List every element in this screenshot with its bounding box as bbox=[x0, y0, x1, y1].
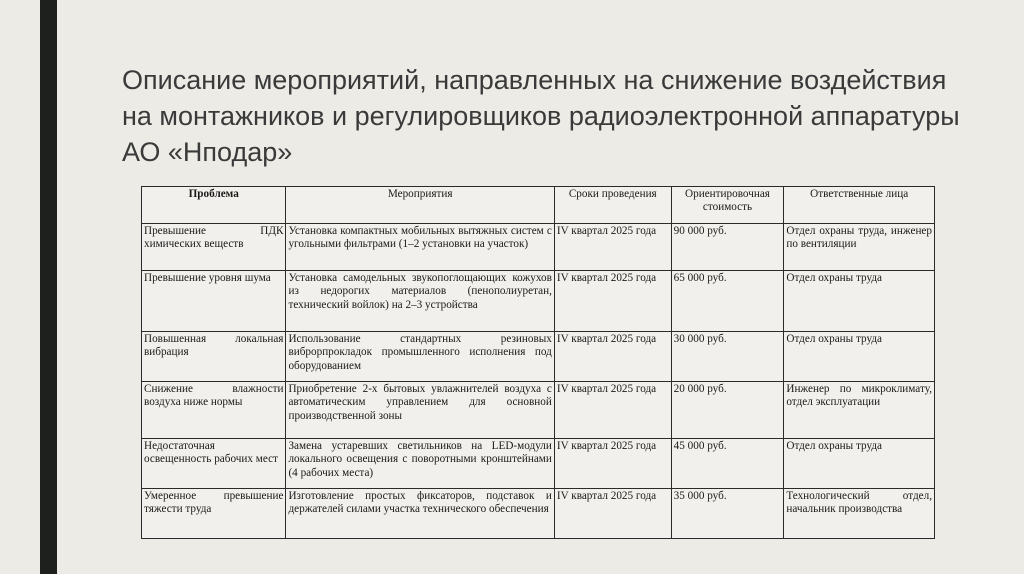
slide-title: Описание мероприятий, направленных на снижение воздействия на монтажников и регулировщиков радиоэлектронной аппаратуры АО «Нподар» bbox=[122, 65, 960, 167]
cell-cost: 20 000 руб. bbox=[671, 382, 784, 439]
header-cost: Ориентировочная стоимость bbox=[671, 187, 784, 224]
cell-dates: IV квартал 2025 года bbox=[554, 382, 671, 439]
cell-measures: Замена устаревших светильников на LED-модули локального освещения с поворотными кронштейнами (4 рабочих места) bbox=[286, 439, 554, 489]
header-measures: Мероприятия bbox=[286, 187, 554, 224]
cell-measures: Использование стандартных резиновых виброрпрокладок промышленного исполнения под оборудованием bbox=[286, 332, 554, 382]
cell-cost: 90 000 руб. bbox=[671, 224, 784, 271]
cell-cost: 35 000 руб. bbox=[671, 489, 784, 539]
table-row bbox=[142, 224, 935, 271]
cell-measures: Приобретение 2-х бытовых увлажнителей воздуха с автоматическим управлением для основной производственной зоны bbox=[286, 382, 554, 439]
cell-problem: Превышение уровня шума bbox=[142, 271, 286, 332]
cell-cost: 65 000 руб. bbox=[671, 271, 784, 332]
cell-measures: Установка компактных мобильных вытяжных систем с угольными фильтрами (1–2 установки на участок) bbox=[286, 224, 554, 271]
table-row bbox=[142, 439, 935, 489]
table-row bbox=[142, 382, 935, 439]
cell-measures: Установка самодельных звукопоглощающих кожухов из недорогих материалов (пенополиуретан, технический войлок) на 2–3 устройства bbox=[286, 271, 554, 332]
cell-problem: Снижение влажности воздуха ниже нормы bbox=[142, 382, 286, 439]
cell-problem: Недостаточная освещенность рабочих мест bbox=[142, 439, 286, 489]
cell-problem: Умеренное превышение тяжести труда bbox=[142, 489, 286, 539]
header-problem: Проблема bbox=[142, 187, 286, 224]
table-row bbox=[142, 332, 935, 382]
cell-responsible: Отдел охраны труда, инженер по вентиляции bbox=[784, 224, 935, 271]
cell-cost: 45 000 руб. bbox=[671, 439, 784, 489]
cell-dates: IV квартал 2025 года bbox=[554, 439, 671, 489]
cell-cost: 30 000 руб. bbox=[671, 332, 784, 382]
measures-table bbox=[141, 186, 935, 539]
cell-responsible: Технологический отдел, начальник производства bbox=[784, 489, 935, 539]
table-row bbox=[142, 271, 935, 332]
cell-responsible: Отдел охраны труда bbox=[784, 271, 935, 332]
cell-problem: Повышенная локальная вибрация bbox=[142, 332, 286, 382]
header-responsible: Ответственные лица bbox=[784, 187, 935, 224]
cell-dates: IV квартал 2025 года bbox=[554, 332, 671, 382]
table-header-row bbox=[142, 187, 935, 224]
cell-problem: Превышение ПДК химических веществ bbox=[142, 224, 286, 271]
cell-responsible: Отдел охраны труда bbox=[784, 439, 935, 489]
decorative-stripe bbox=[40, 0, 57, 574]
cell-responsible: Отдел охраны труда bbox=[784, 332, 935, 382]
cell-dates: IV квартал 2025 года bbox=[554, 271, 671, 332]
cell-dates: IV квартал 2025 года bbox=[554, 489, 671, 539]
cell-responsible: Инженер по микроклимату, отдел эксплуатации bbox=[784, 382, 935, 439]
table-row bbox=[142, 489, 935, 539]
slide-left-margin bbox=[0, 0, 40, 574]
header-dates: Сроки проведения bbox=[554, 187, 671, 224]
cell-dates: IV квартал 2025 года bbox=[554, 224, 671, 271]
cell-measures: Изготовление простых фиксаторов, подставок и держателей силами участка технического обеспечения bbox=[286, 489, 554, 539]
measures-table-container bbox=[141, 186, 935, 539]
